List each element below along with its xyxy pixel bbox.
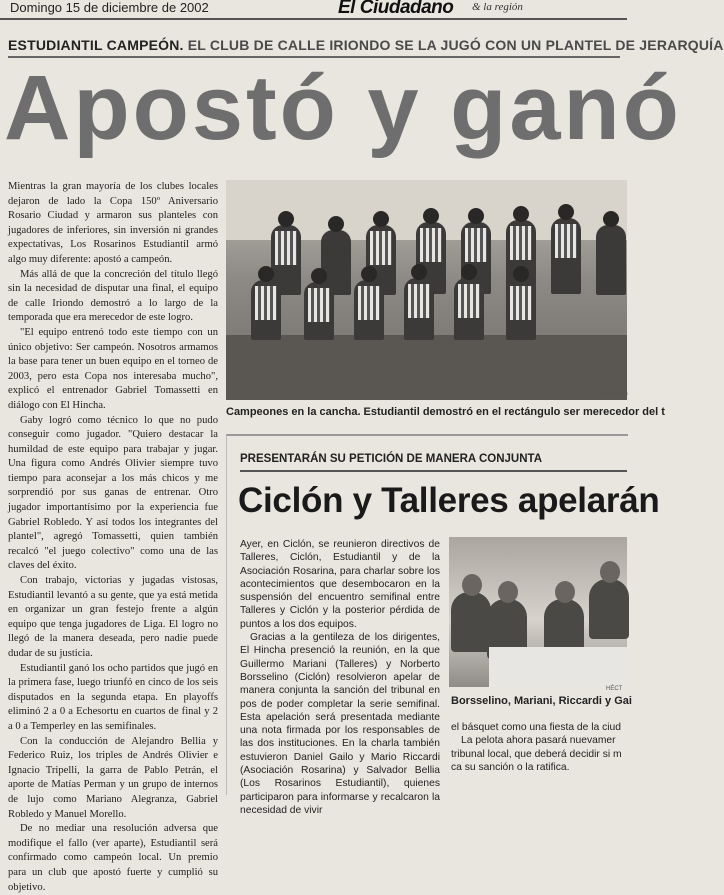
- kicker-rest: EL CLUB DE CALLE IRIONDO SE LA JUGÓ CON UN PLANTEL DE JERARQUÍA: [187, 37, 724, 53]
- header-divider: [0, 18, 627, 20]
- paragraph: Estudiantil ganó los ocho partidos que jugó en la primera fase, luego triunfó en cinco de los seis disputados en la segunda etapa. En playoffs eliminó 2 a 0 a Echesortu en cuartos de final y 2 a 0 a Temperley en las semifinales.: [8, 662, 218, 732]
- photo-credit: HÉCT: [606, 686, 623, 692]
- issue-date: Domingo 15 de diciembre de 2002: [10, 0, 209, 15]
- article-headline: Ciclón y Talleres apelarán: [238, 481, 660, 520]
- text-line: ca su sanción o la ratifica.: [451, 761, 570, 773]
- meeting-photo: [449, 537, 627, 687]
- article-headline: Apostó y ganó: [4, 57, 682, 159]
- photo-caption: Campeones en la cancha. Estudiantil demostró en el rectángulo ser merecedor del t: [226, 406, 665, 418]
- paragraph: Con la conducción de Alejandro Bellia y Federico Ruiz, los triples de Andrés Olivier e Ignacio Tripelli, la garra de Pablo Petrán, el aporte de Matías Perman y un grupo de internos de lujo como Mariano Alegranza, Gabriel Robledo y Manuel Morello.: [8, 735, 218, 820]
- paragraph: Gracias a la gentileza de los dirigentes, El Hincha presenció la reunión, en la que Guillermo Mariani (Talleres) y Norberto Borsselino (Ciclón) resolvieron apelar de manera conjunta la sanción del tribunal en pos de poder completar la serie semifinal. Esta apelación será presentada mediante una nota firmada por los responsables de las dos instituciones. En la charla también estuvieron Daniel Gailo y Mario Riccardi (Asociación Rosarina) y Salvador Bellia (Los Rosarinos Estudiantil), quienes participaron para informarse y recalcaron la necesidad de vivir: [240, 632, 440, 816]
- newspaper-logo: El Ciudadano: [338, 0, 454, 18]
- player-figure: [454, 278, 484, 340]
- player-figure: [304, 282, 334, 340]
- text-line: el básquet como una fiesta de la ciud: [451, 722, 622, 733]
- photo-caption: Borsselino, Mariani, Riccardi y Gai: [451, 695, 632, 707]
- player-figure: [354, 280, 384, 340]
- player-figure: [404, 278, 434, 340]
- meeting-table: [489, 647, 627, 687]
- paragraph: "El equipo entrenó todo este tiempo con un único objetivo: Ser campeón. Nosotros armamos la base para tener un buen equipo en el torneo de 2003, pero esta Copa nos interesaba mucho", explicó el entrenador Gabriel Tomassetti en diálogo con El Hincha.: [8, 326, 218, 411]
- player-figure: [551, 218, 581, 294]
- player-figure: [251, 280, 281, 340]
- paragraph: Más allá de que la concreción del título llegó sin la necesidad de disputar una final, el equipo de calle Iriondo demostró a lo largo de la temporada que era merecedor de este logro.: [8, 268, 218, 324]
- article-body: [8, 180, 218, 895]
- text-line: La pelota ahora pasará nuevamer: [461, 735, 616, 747]
- photo-credit: MARCELO: [598, 392, 628, 398]
- article-continuation: [451, 721, 627, 774]
- player-figure: [596, 225, 626, 295]
- text-line: tribunal local, que deberá decidir si m: [451, 748, 622, 760]
- kicker-bold: ESTUDIANTIL CAMPEÓN.: [8, 37, 184, 53]
- court-floor: [226, 335, 627, 400]
- article-body: [240, 538, 440, 817]
- paragraph: Con trabajo, victorias y jugadas vistosas, Estudiantil levantó a su gente, que ya está metida en organizar un gran festejo frente a algún equipo que tenga jugadores de Liga. El logro no llegó de la manera deseada, pero nadie puede dudar de su justicia.: [8, 575, 218, 659]
- paragraph: Mientras la gran mayoría de los clubes locales dejaron de lado la Copa 150º Aniversario Rosario Ciudad y armaron sus planteles con jugadores de inferiores, sin inversión ni grandes expectativas, Los Rosarinos Estudiantil armó algo muy diferente: apostó a campeón.: [8, 181, 218, 265]
- article-kicker: PRESENTARÁN SU PETICIÓN DE MANERA CONJUNTA: [240, 453, 542, 465]
- paragraph: De no mediar una resolución adversa que modifique el fallo (ver aparte), Estudiantil será confirmado como campeón local. Un premio para un club que apostó fuerte y cumplió su objetivo.: [8, 823, 218, 893]
- article-kicker: [8, 37, 724, 53]
- team-photo: [226, 180, 627, 400]
- paragraph: Ayer, en Ciclón, se reunieron directivos de Talleres, Ciclón, Estudiantil y de la Asociación Rosarina, para charlar sobre los acontecimientos que desembocaron en la suspensión del encuentro semifinal entre Talleres y Ciclón y la posterior pérdida de puntos a los dos equipos.: [240, 539, 440, 630]
- kicker-divider: [240, 470, 627, 472]
- person-figure: [589, 579, 629, 639]
- paragraph: Gaby logró como técnico lo que no pudo conseguir como jugador. "Quiero destacar la humildad de este equipo para trabajar y jugar. Una figura como Andrés Olivier siempre tuvo tiempo para aconsejar a los más chicos y me sorprendió por sus ganas de entrenar. Otro jugador importantísimo por la experiencia fue Gabriel Robledo. Y así todos los integrantes del plantel", agregó Tomassetti, quien también recalcó "el juego colectivo" como una de las claves del éxito.: [8, 414, 218, 572]
- person-figure: [451, 592, 491, 652]
- section-name: & la región: [472, 1, 523, 13]
- player-figure: [506, 280, 536, 340]
